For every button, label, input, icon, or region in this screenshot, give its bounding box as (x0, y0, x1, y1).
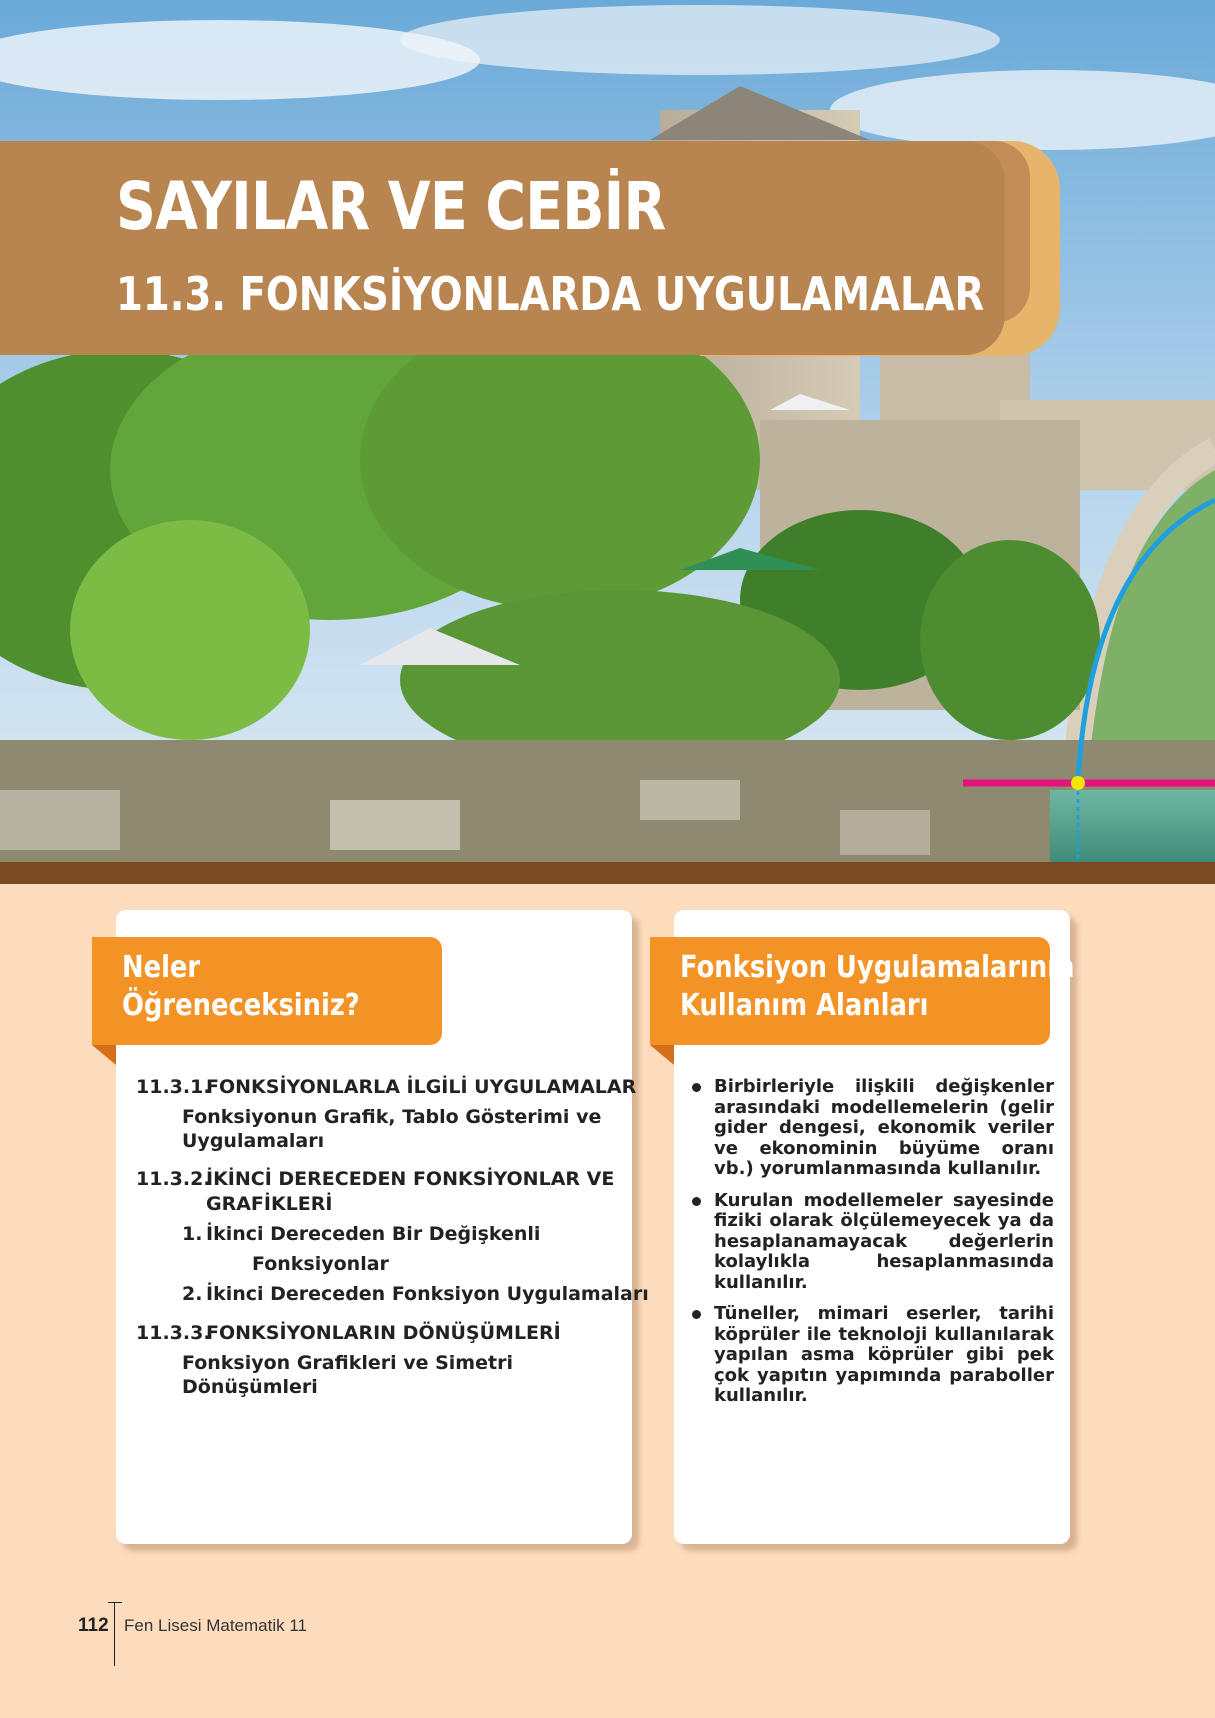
usage-list (690, 1077, 1054, 1418)
usage-item (690, 1304, 1054, 1407)
usage-item (690, 1077, 1054, 1180)
outline-section (136, 1321, 626, 1399)
usage-card (674, 910, 1075, 1544)
outline-item (136, 1279, 649, 1309)
outline-section (136, 1075, 637, 1153)
outline-item (136, 1219, 626, 1279)
footer-divider (114, 1602, 115, 1666)
section-number: 11.3.2. (136, 1168, 211, 1190)
page-number: 112 (78, 1615, 109, 1636)
learning-card (116, 910, 649, 1544)
usage-item-text: Kurulan modellemeler sayesinde fiziki olarak ölçülemeyecek ya da hesaplanamayacak değerlerin kolaylıkla hesaplanmasında kullanılır. (714, 1189, 1054, 1293)
usage-item-text: Tüneller, mimari eserler, tarihi köprüler ile teknoloji kullanılarak yapılan asma köprüler gibi pek çok yapıtın yapımında paraboller kullanılır. (714, 1303, 1054, 1406)
title-banner (0, 141, 1005, 355)
learning-heading-line2: Öğreneceksiniz? (122, 988, 360, 1023)
learning-outline (136, 1075, 649, 1409)
usage-heading-line2: Kullanım Alanları (680, 988, 929, 1023)
item-text-continued: Fonksiyonlar (252, 1253, 389, 1275)
section-title-continued: GRAFİKLERİ (206, 1193, 333, 1215)
item-text: İkinci Dereceden Fonksiyon Uygulamaları (206, 1283, 649, 1305)
bullet-dot-icon (692, 1083, 701, 1092)
heading-fold (92, 1045, 116, 1065)
section-title: FONKSİYONLARIN DÖNÜŞÜMLERİ (206, 1322, 561, 1344)
usage-heading-line1: Fonksiyon Uygulamalarının (680, 950, 1075, 985)
section-number: 11.3.1. (136, 1076, 211, 1098)
item-text: İkinci Dereceden Bir Değişkenli (206, 1223, 541, 1245)
usage-item-text: Birbirleriyle ilişkili değişkenler arasındaki modellemelerin (gelir gider dengesi, ekonomik veriler ve ekonominin büyüme oranı vb.) yorumlanmasında kullanılır. (714, 1076, 1054, 1179)
outline-section (136, 1167, 649, 1309)
section-number: 11.3.3. (136, 1322, 211, 1344)
subject-title: SAYILAR VE CEBİR (116, 168, 666, 245)
heading-fold (650, 1045, 674, 1065)
book-title: Fen Lisesi Matematik 11 (124, 1616, 307, 1635)
bullet-dot-icon (692, 1197, 701, 1206)
usage-card-heading (650, 937, 1075, 1045)
section-subtopic: Fonksiyonun Grafik, Tablo Gösterimi ve (182, 1106, 602, 1128)
learning-heading-line1: Neler (122, 950, 201, 985)
learning-card-heading (92, 937, 442, 1045)
item-number: 2. (182, 1283, 203, 1305)
footer-divider-tick (108, 1602, 122, 1603)
hero-bottom-strip (0, 862, 1215, 884)
section-subtopic: Fonksiyon Grafikleri ve Simetri Dönüşümleri (182, 1352, 513, 1398)
section-title: İKİNCİ DERECEDEN FONKSİYONLAR VE (206, 1168, 615, 1190)
section-subtopic: Uygulamaları (182, 1130, 325, 1152)
section-title: FONKSİYONLARLA İLGİLİ UYGULAMALAR (206, 1076, 637, 1098)
usage-item (690, 1191, 1054, 1294)
item-number: 1. (182, 1223, 203, 1245)
unit-title: 11.3. FONKSİYONLARDA UYGULAMALAR (116, 267, 985, 321)
bullet-dot-icon (692, 1310, 701, 1319)
